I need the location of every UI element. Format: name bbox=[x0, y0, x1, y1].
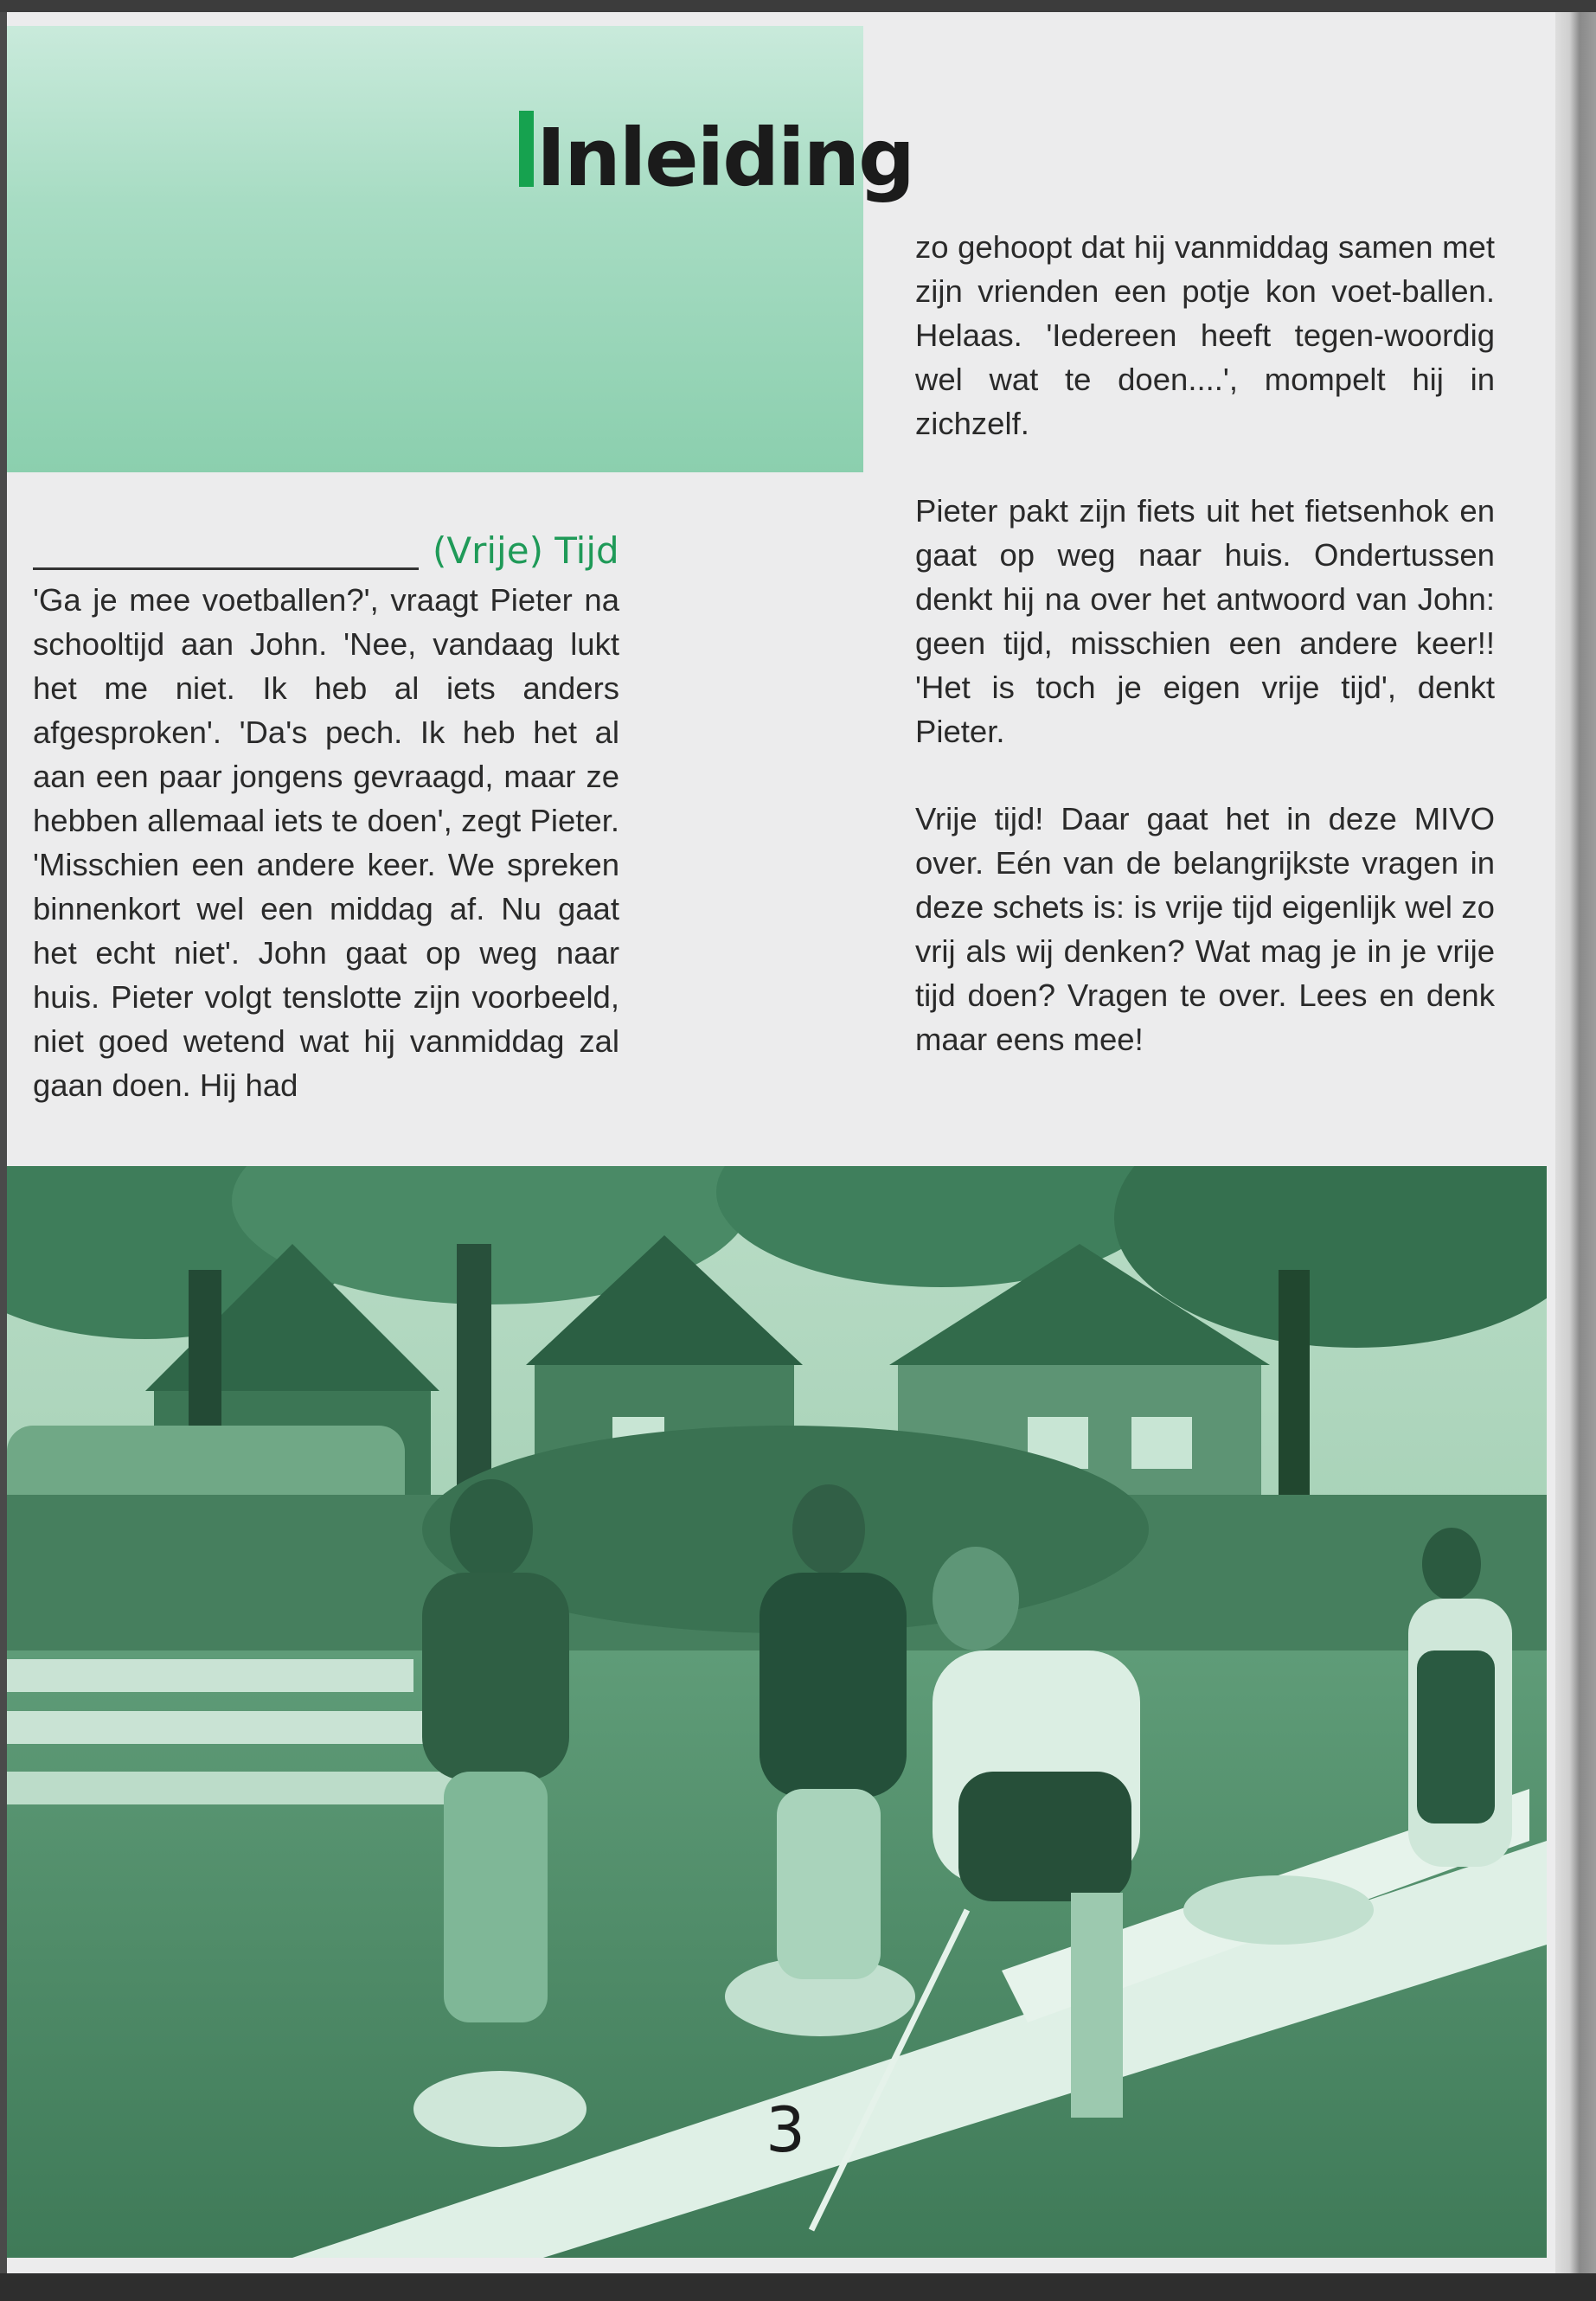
right-column bbox=[915, 225, 1495, 1105]
binding-edge bbox=[1555, 12, 1596, 2301]
section-heading: (Vrije) Tijd bbox=[433, 529, 619, 572]
left-column bbox=[33, 578, 619, 1150]
paragraph: zo gehoopt dat hij vanmiddag samen met zijn vrienden een potje kon voet-ballen. Helaas. 'Iedereen heeft tegen-woordig wel wat te doen....', mompelt hij in zichzelf. bbox=[915, 229, 1495, 441]
scan-edge-bottom bbox=[0, 2273, 1596, 2301]
title-accent-bar bbox=[519, 111, 534, 187]
page-title: Inleiding bbox=[536, 112, 913, 204]
paragraph: Pieter pakt zijn fiets uit het fietsenhok en gaat op weg naar huis. Ondertussen denkt hij na over het antwoord van John: geen tijd, misschien een andere keer!! 'Het is toch je eigen vrije tijd', denkt Pieter. bbox=[915, 493, 1495, 749]
paragraph: 'Ga je mee voetballen?', vraagt Pieter na schooltijd aan John. 'Nee, vandaag lukt het me niet. Ik heb al iets anders afgesproken'. 'Da's pech. Ik heb het al aan een paar jongens gevraagd, maar ze hebben allemaal iets te doen', zegt Pieter. 'Misschien een andere keer. We spreken binnenkort wel een middag af. Nu gaat het echt niet'. John gaat op weg naar huis. Pieter volgt tenslotte zijn voorbeeld, niet goed wetend wat hij vanmiddag zal gaan doen. Hij had bbox=[33, 582, 619, 1103]
section-rule bbox=[33, 567, 419, 570]
page-number: 3 bbox=[766, 2093, 805, 2166]
scan-edge-left bbox=[0, 12, 7, 2301]
scan-edge-top bbox=[0, 0, 1596, 12]
paragraph: Vrije tijd! Daar gaat het in deze MIVO over. Eén van de belangrijkste vragen in deze schets is: is vrije tijd eigenlijk wel zo vrij als wij denken? Wat mag je in je vrije tijd doen? Vragen te over. Lees en denk maar eens mee! bbox=[915, 801, 1495, 1057]
title-background bbox=[7, 26, 863, 472]
